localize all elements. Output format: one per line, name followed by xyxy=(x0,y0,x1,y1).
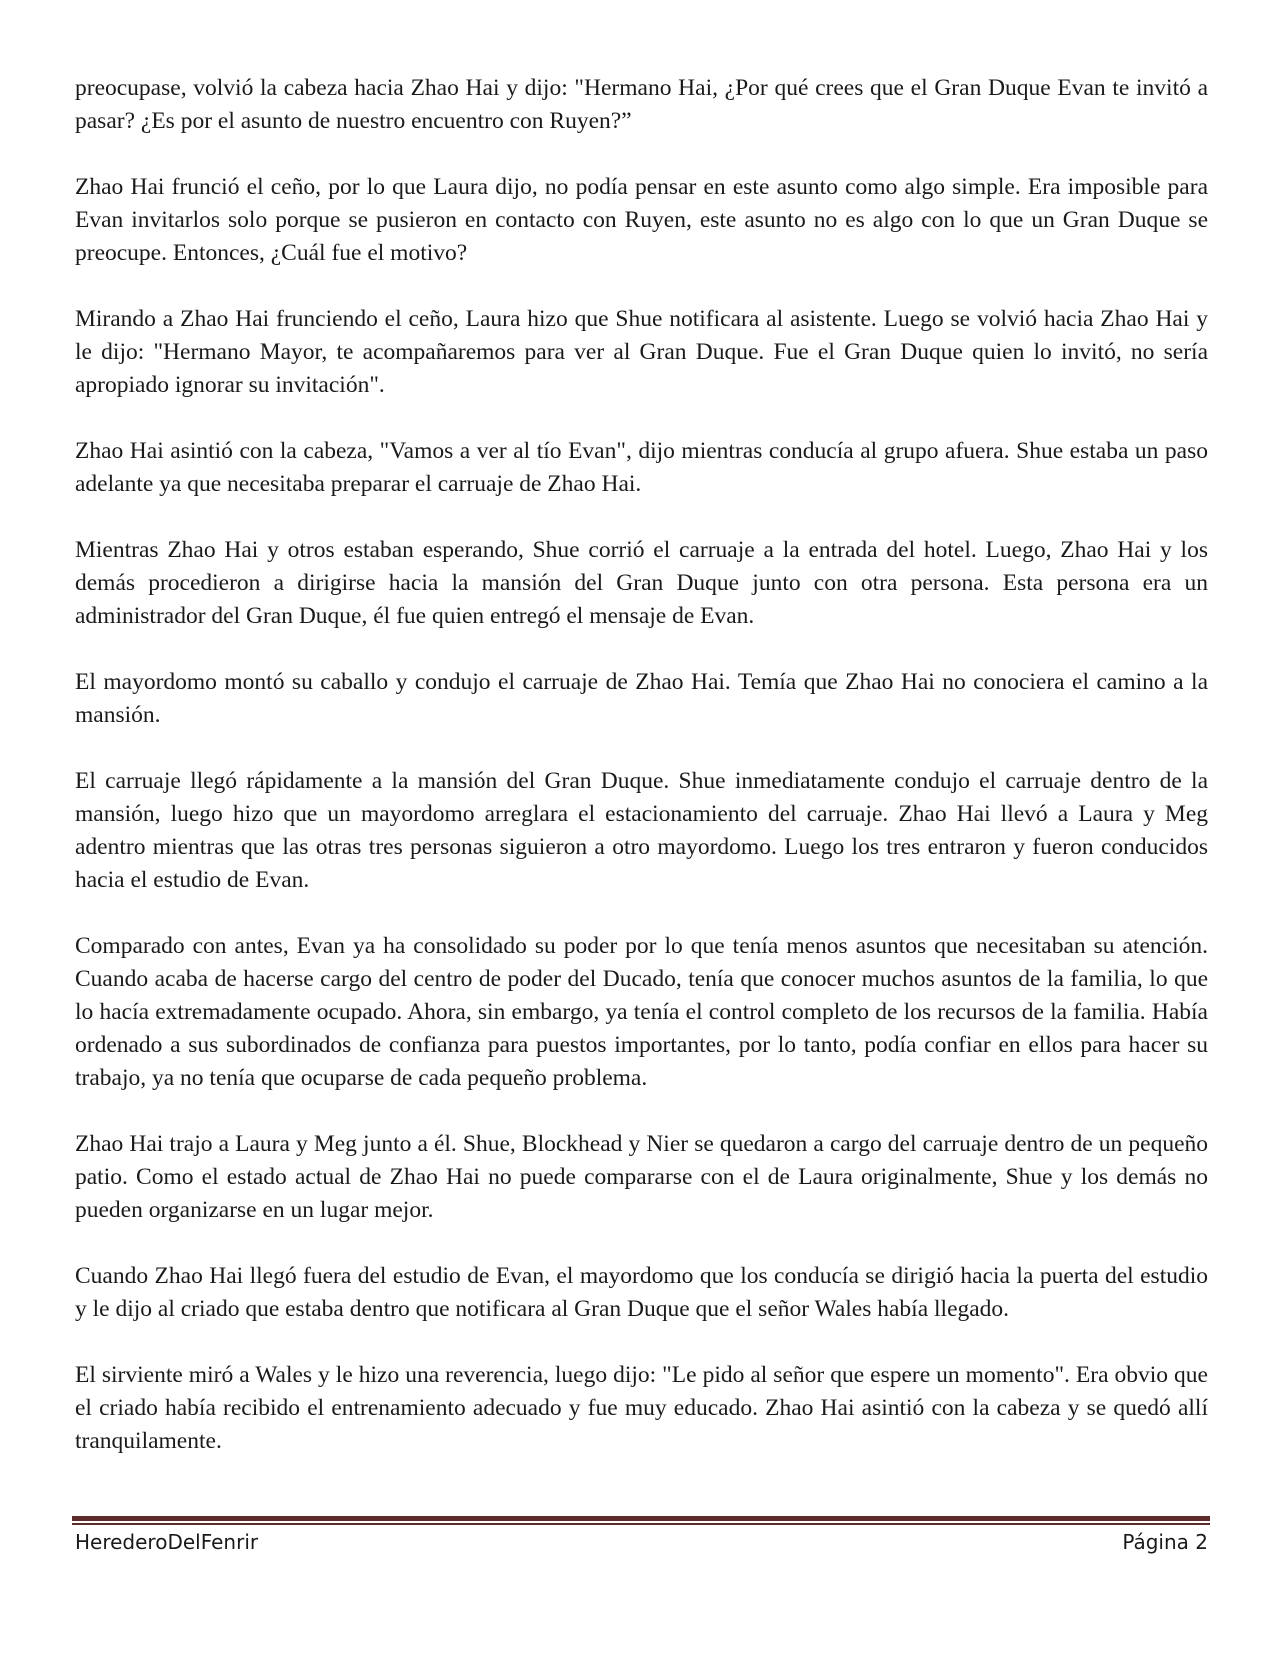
page-body xyxy=(75,72,1208,1491)
footer-author: HerederoDelFenrir xyxy=(75,1530,259,1554)
paragraph: Cuando Zhao Hai llegó fuera del estudio de Evan, el mayordomo que los conducía se dirigió hacia la puerta del estudio y le dijo al criado que estaba dentro que notificara al Gran Duque que el señor Wales había llegado. xyxy=(75,1263,1208,1322)
footer-divider-thin xyxy=(72,1523,1210,1525)
paragraph: Zhao Hai frunció el ceño, por lo que Laura dijo, no podía pensar en este asunto como algo simple. Era imposible para Evan invitarlos solo porque se pusieron en contacto con Ruyen, este asunto no es algo con lo que un Gran Duque se preocupe. Entonces, ¿Cuál fue el motivo? xyxy=(75,174,1208,266)
paragraph: El mayordomo montó su caballo y condujo el carruaje de Zhao Hai. Temía que Zhao Hai no conociera el camino a la mansión. xyxy=(75,669,1208,728)
footer-divider-thick xyxy=(72,1516,1210,1521)
paragraph: Zhao Hai asintió con la cabeza, "Vamos a ver al tío Evan", dijo mientras conducía al grupo afuera. Shue estaba un paso adelante ya que necesitaba preparar el carruaje de Zhao Hai. xyxy=(75,438,1208,497)
paragraph: Mirando a Zhao Hai frunciendo el ceño, Laura hizo que Shue notificara al asistente. Luego se volvió hacia Zhao Hai y le dijo: "Hermano Mayor, te acompañaremos para ver al Gran Duque. Fue el Gran Duque quien lo invitó, no sería apropiado ignorar su invitación". xyxy=(75,306,1208,398)
paragraph: Zhao Hai trajo a Laura y Meg junto a él. Shue, Blockhead y Nier se quedaron a cargo del carruaje dentro de un pequeño patio. Como el estado actual de Zhao Hai no puede compararse con el de Laura originalmente, Shue y los demás no pueden organizarse en un lugar mejor. xyxy=(75,1131,1208,1223)
paragraph: El sirviente miró a Wales y le hizo una reverencia, luego dijo: "Le pido al señor que espere un momento". Era obvio que el criado había recibido el entrenamiento adecuado y fue muy educado. Zhao Hai asintió con la cabeza y se quedó allí tranquilamente. xyxy=(75,1362,1208,1454)
page-footer xyxy=(75,1530,1208,1560)
paragraph: Mientras Zhao Hai y otros estaban esperando, Shue corrió el carruaje a la entrada del hotel. Luego, Zhao Hai y los demás procedieron a dirigirse hacia la mansión del Gran Duque junto con otra persona. Esta persona era un administrador del Gran Duque, él fue quien entregó el mensaje de Evan. xyxy=(75,537,1208,629)
footer-divider xyxy=(72,1516,1210,1525)
paragraph: Comparado con antes, Evan ya ha consolidado su poder por lo que tenía menos asuntos que necesitaban su atención. Cuando acaba de hacerse cargo del centro de poder del Ducado, tenía que conocer muchos asuntos de la familia, lo que lo hacía extremadamente ocupado. Ahora, sin embargo, ya tenía el control completo de los recursos de la familia. Había ordenado a sus subordinados de confianza para puestos importantes, por lo tanto, podía confiar en ellos para hacer su trabajo, ya no tenía que ocuparse de cada pequeño problema. xyxy=(75,933,1208,1091)
footer-page-number: Página 2 xyxy=(1122,1530,1208,1554)
paragraph: El carruaje llegó rápidamente a la mansión del Gran Duque. Shue inmediatamente condujo el carruaje dentro de la mansión, luego hizo que un mayordomo arreglara el estacionamiento del carruaje. Zhao Hai llevó a Laura y Meg adentro mientras que las otras tres personas siguieron a otro mayordomo. Luego los tres entraron y fueron conducidos hacia el estudio de Evan. xyxy=(75,768,1208,893)
paragraph: preocupase, volvió la cabeza hacia Zhao Hai y dijo: "Hermano Hai, ¿Por qué crees que el Gran Duque Evan te invitó a pasar? ¿Es por el asunto de nuestro encuentro con Ruyen?” xyxy=(75,75,1208,134)
